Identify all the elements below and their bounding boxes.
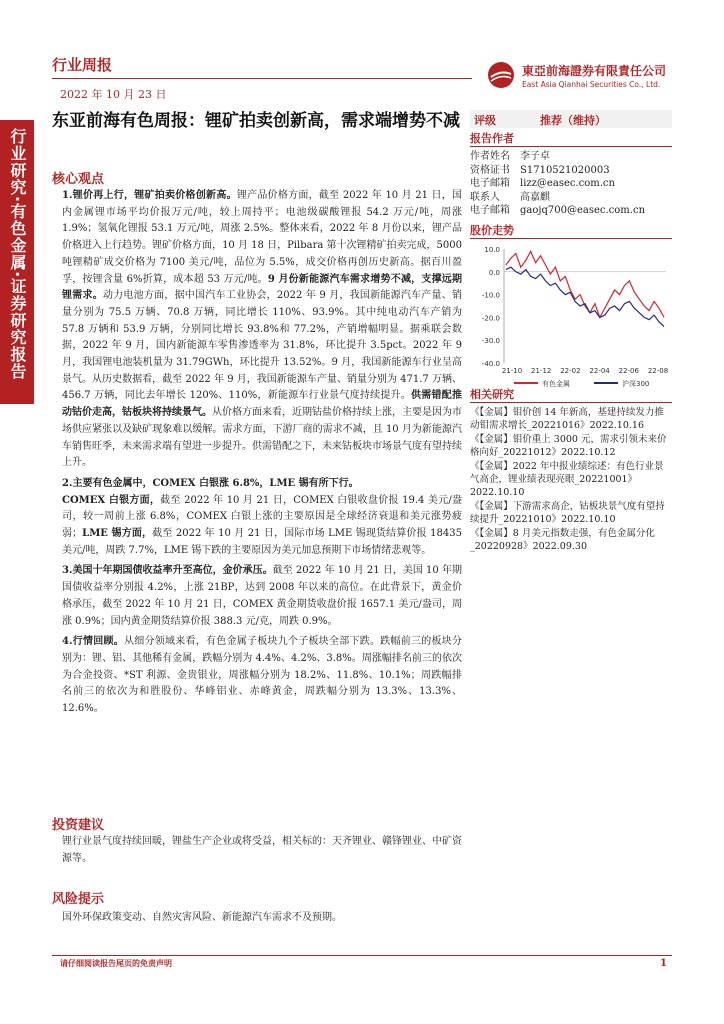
p3-text: 截至 2022 年 10 月 21 日，美国 10 年期国债收益率分别报 4.2%，上涨 21BP，达到 2008 年以来的高位。在此背景下，黄金价格承压，截至 2022 年 10 月 21 日，COMEX 黄金期货收盘价报 1657.1 美元/盎司，周涨 0.9%；国内黄金期货结算价报 388.3 元/克，周跌 0.9%。 <box>62 565 462 627</box>
rating-value: 推荐（维持） <box>540 114 606 127</box>
y-tick-label: 0.0 <box>488 268 500 277</box>
author-heading: 报告作者 <box>470 130 672 147</box>
p2-lead: 2.主要有色金属中，COMEX 白银涨 6.8%，LME 锡有所下行。 <box>62 477 359 489</box>
header-divider <box>52 78 472 79</box>
author-rows <box>470 150 672 218</box>
category-sidebar-text: 行业研究·有色金属·证券研究报告 <box>8 128 27 381</box>
related-heading: 相关研究 <box>470 386 672 403</box>
y-tick-label: -20.0 <box>481 314 500 323</box>
x-tick-label: 22-08 <box>647 367 669 375</box>
related-list <box>470 406 672 553</box>
report-title: 东亚前海有色周报：锂矿拍卖创新高，需求端增势不减 <box>52 111 460 131</box>
page-number: 1 <box>660 958 667 969</box>
rating-bar <box>470 110 672 128</box>
series-line-csi300 <box>506 267 664 326</box>
author-row-value: gaojq700@easec.com.cn <box>520 205 646 217</box>
core-paragraph-1 <box>62 188 462 472</box>
core-heading: 核心观点 <box>52 172 105 187</box>
author-row-value: lizz@easec.com.cn <box>520 178 615 190</box>
y-tick-label: -40.0 <box>481 360 500 368</box>
p4-text: 从细分领域来看，有色金属子板块九个子板块全部下跌。跌幅前三的板块分别为：锂、铝、其他稀有金属，跌幅分别为 4.4%、4.2%、3.8%。周涨幅排名前三的依次为合金投资、*ST 利源、金贵银业，周涨幅分别为 18.2%、11.8%、10.1%；周跌幅排名前三的依次为和胜股份、华峰铝业、赤峰黄金，周跌幅分别为 13.3%、13.3%、12.6%。 <box>62 636 462 715</box>
core-paragraph-3 <box>62 563 462 630</box>
author-row-key: 电子邮箱 <box>470 205 510 217</box>
legend-label: 有色金属 <box>542 380 570 388</box>
p1-lead-2: 9 月份新能源汽车需求增势不减，支撑远期锂需求。 <box>62 273 462 302</box>
p1-lead-3: 供需错配推动钴价走高，钴板块将持续景气。 <box>62 390 462 419</box>
price-trend-panel <box>470 222 672 395</box>
author-row-value: S1710521020003 <box>520 164 610 176</box>
footer-disclaimer: 请仔细阅读报告尾页的免责声明 <box>60 959 172 968</box>
price-trend-heading: 股价走势 <box>470 222 672 239</box>
company-logo <box>486 58 666 98</box>
legend-label: 沪深300 <box>622 380 650 388</box>
x-tick-label: 22-04 <box>589 367 610 375</box>
author-row-value: 李子卓 <box>520 151 550 162</box>
y-tick-label: -10.0 <box>481 291 500 300</box>
risk-heading: 风险提示 <box>52 892 105 907</box>
series-line-nonferrous <box>506 251 664 317</box>
related-item[interactable]: 《【金属】钼价创 14 年新高，基建持续发力推动钼需求增长_20221016》2022.10.16 <box>470 407 664 432</box>
report-type: 行业周报 <box>52 56 113 74</box>
author-row-key: 作者姓名 <box>470 151 510 162</box>
p2-lead-c: LME 锡方面， <box>82 528 153 540</box>
author-row <box>470 191 672 205</box>
company-logo-icon <box>486 60 516 90</box>
y-tick-label: 10.0 <box>484 246 500 254</box>
p1-text: 锂产品价格方面，截至 2022 年 10 月 21 日，国内金属锂市场平均价报万元/吨，较上周持平；电池级碳酸锂报 54.2 万元/吨，周涨 1.9%；氢氧化锂报 53.1 万元/吨，周涨 2.5%。整体来看，2022 年 8 月份以来，锂产品价格进入上行趋势。锂矿价格方面，10 月 18 日，Pilbara 第十次锂精矿拍卖完成，5000 吨锂精矿成交价格为 7100 美元/吨，品位为 5.5%，成交价格再创历史新高。据百川盈孚，按锂含量 6%折算，成本超 53 万元/吨。 <box>62 190 462 285</box>
related-item[interactable]: 《【金属】下游需求高企，钴板块景气度有望持续提升_20221010》2022.10.10 <box>470 500 665 526</box>
risk-body: 国外环保政策变动、自然灾害风险、新能源汽车需求不及预期。 <box>62 912 342 923</box>
author-row-key: 资格证书 <box>470 164 510 176</box>
author-row <box>470 204 672 218</box>
related-item[interactable]: 《【金属】钼价重上 3000 元，需求引领未来价格向好_20221012》2022.10.12 <box>470 433 667 459</box>
author-panel <box>470 130 672 218</box>
price-trend-chart <box>470 241 672 391</box>
author-row-key: 联系人 <box>470 191 500 203</box>
p2-text: 截至 2022 年 10 月 21 日，COMEX 白银收盘价报 19.4 美元/盎司，较一周前上涨 6.8%，COMEX 白银上涨的主要原因是全球经济衰退和美元涨势疲弱； <box>62 494 462 540</box>
x-tick-label: 22-02 <box>560 367 581 375</box>
rating-label: 评级 <box>474 114 496 127</box>
author-row <box>470 150 672 164</box>
related-item[interactable]: 《【金属】8 月美元指数走强，有色金属分化_20220928》2022.09.30 <box>470 527 655 553</box>
invest-heading: 投资建议 <box>52 818 105 833</box>
company-name-cn: 東亞前海證券有限責任公司 <box>522 64 667 78</box>
x-tick-label: 21-12 <box>531 367 552 375</box>
x-tick-label: 21-10 <box>501 367 523 375</box>
core-paragraph-2 <box>62 476 462 560</box>
p1-lead: 1.锂价再上行，锂矿拍卖价格创新高。 <box>62 190 237 201</box>
core-paragraph-4 <box>62 634 462 718</box>
related-item[interactable]: 《【金属】2022 年中报业绩综述：有色行业景气高企，锂业绩表现亮眼_20221001》2022.10.10 <box>470 460 664 499</box>
p2-text-2: 截至 2022 年 10 月 21 日，国际市场 LME 锡现货结算价报 18435 美元/吨，周跌 7.7%，LME 锡下跌的主要原因为美元加息预期下市场情绪悲观等。 <box>62 528 462 556</box>
author-row <box>470 177 672 191</box>
company-name-en: East Asia Qianhai Securities Co., Ltd. <box>522 80 661 89</box>
author-row <box>470 164 672 178</box>
p3-lead: 3.美国十年期国债收益率升至高位，金价承压。 <box>62 565 273 577</box>
related-panel <box>470 386 672 553</box>
author-row-key: 电子邮箱 <box>470 178 510 190</box>
p4-lead: 4.行情回顾。 <box>62 636 124 648</box>
x-tick-label: 22-06 <box>618 367 639 375</box>
p1-text-2: 动力电池方面，据中国汽车工业协会，2022 年 9 月，我国新能源汽车产量、销量分别为 75.5 万辆、70.8 万辆，同比增长 110%、93.9%。其中纯电动汽车产销为 57.8 万辆和 53.9 万辆，分别同比增长 93.8%和 77.2%，产销增幅明显。据乘联会数据，2022 年 9 月，国内新能源车零售渗透率为 31.8%，环比提升 3.5pct。2022 年 9 月，我国锂电池装机量为 31.79GWh，环比提升 13.52%。9 月，我国新能源车行业呈高景气。从历史数据看，截至 2022 年 9 月，我国新能源车产量、销量分别为 471.7 万辆、456.7 万辆，同比去年增长 120%、110%，新能源车行业景气度持续提升。 <box>62 290 462 402</box>
core-body <box>62 188 462 718</box>
y-tick-label: -30.0 <box>481 337 500 346</box>
footer-divider <box>52 955 672 956</box>
category-sidebar <box>0 120 34 404</box>
author-row-value: 高嘉麒 <box>520 191 550 203</box>
p2-lead-b: COMEX 白银方面， <box>62 494 161 506</box>
p1-text-3: 从价格方面来看，近期钴盐价格持续上涨，主要是因为市场供应紧张以及缺矿现象难以缓解。需求方面，下游厂商的需求不减，且 10 月为新能源汽车销售旺季，未来需求端有望进一步提升。供需错配之下，未来钴板块市场景气度有望持续上升。 <box>62 407 462 469</box>
invest-body: 锂行业景气度持续回暖，锂盐生产企业或将受益，相关标的：天齐锂业、赣锋锂业、中矿资源等。 <box>62 836 462 864</box>
report-date: 2022 年 10 月 23 日 <box>60 88 167 101</box>
